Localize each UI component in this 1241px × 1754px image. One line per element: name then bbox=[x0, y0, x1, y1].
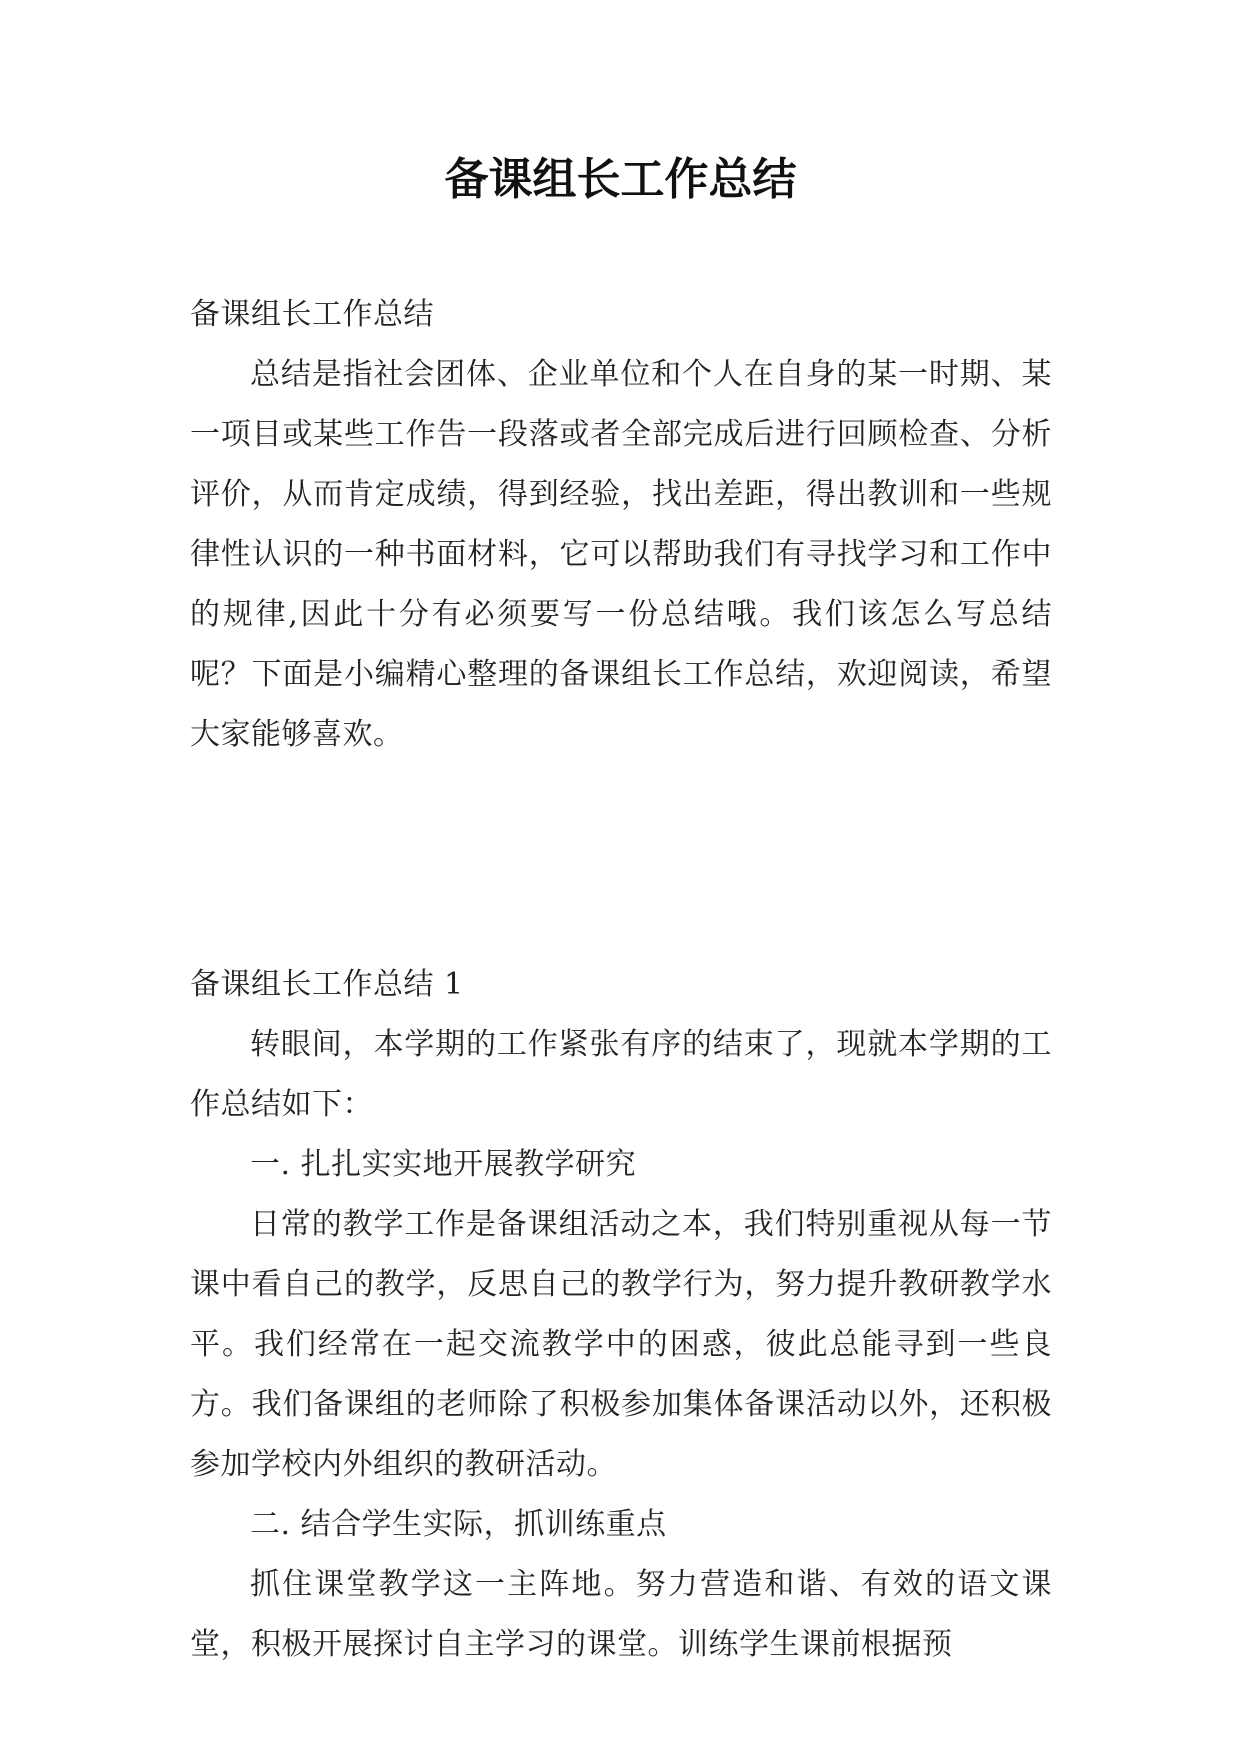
document-title: 备课组长工作总结 bbox=[444, 154, 797, 205]
subsection-2-heading: 二. 结合学生实际，抓训练重点 bbox=[250, 1507, 667, 1542]
subsection-2-paragraph: 抓住课堂教学这一主阵地。努力营造和谐、有效的语文课堂，积极开展探讨自主学习的课堂。训练学生课前根据预 bbox=[190, 1567, 1052, 1662]
subsection-1-paragraph: 日常的教学工作是备课组活动之本，我们特别重视从每一节课中看自己的教学，反思自己的教学行为，努力提升教研教学水平。我们经常在一起交流教学中的困惑，彼此总能寻到一些良方。我们备课组的老师除了积极参加集体备课活动以外，还积极参加学校内外组织的教研活动。 bbox=[190, 1207, 1052, 1482]
section-1-opening: 转眼间，本学期的工作紧张有序的结束了，现就本学期的工作总结如下： bbox=[190, 1027, 1052, 1122]
intro-heading: 备课组长工作总结 bbox=[190, 297, 434, 332]
intro-paragraph: 总结是指社会团体、企业单位和个人在自身的某一时期、某一项目或某些工作告一段落或者全部完成后进行回顾检查、分析评价，从而肯定成绩，得到经验，找出差距，得出教训和一些规律性认识的一种书面材料，它可以帮助我们有寻找学习和工作中的规律,因此十分有必须要写一份总结哦。我们该怎么写总结呢？下面是小编精心整理的备课组长工作总结，欢迎阅读，希望大家能够喜欢。 bbox=[190, 357, 1052, 752]
intro-section bbox=[190, 285, 1052, 765]
section-1-heading: 备课组长工作总结 1 bbox=[190, 967, 464, 1002]
subsection-1-heading: 一. 扎扎实实地开展教学研究 bbox=[250, 1147, 637, 1182]
section-1 bbox=[190, 955, 1052, 1675]
